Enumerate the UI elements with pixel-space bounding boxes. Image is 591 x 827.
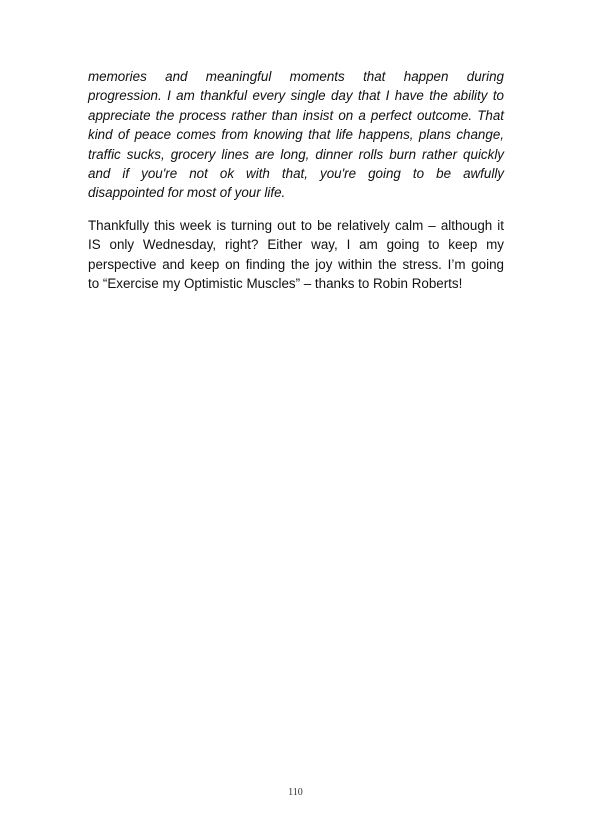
paragraph-line: perspective and keep on finding the joy within the stress. I’m going [88,256,504,272]
paragraph-line: appreciate the process rather than insist on a perfect outcome. That [88,107,504,123]
paragraph-line: and if you're not ok with that, you're going to be awfully [88,165,504,181]
paragraph-line: to “Exercise my Optimistic Muscles” – thanks to Robin Roberts! [88,276,463,292]
paragraph-line: memories and meaningful moments that happen during [88,69,504,84]
body-paragraph [88,216,504,294]
page-number: 110 [288,787,303,798]
paragraph-line: progression. I am thankful every single day that I have the ability to [88,88,504,104]
italic-paragraph [88,67,504,203]
paragraph-line: traffic sucks, grocery lines are long, dinner rolls burn rather quickly [88,146,504,162]
paragraph-line: IS only Wednesday, right? Either way, I am going to keep my [88,237,504,253]
paragraph-line: Thankfully this week is turning out to be relatively calm – although it [88,218,504,233]
paragraph-line: kind of peace comes from knowing that life happens, plans change, [88,127,504,143]
paragraph-line: disappointed for most of your life. [88,185,286,201]
